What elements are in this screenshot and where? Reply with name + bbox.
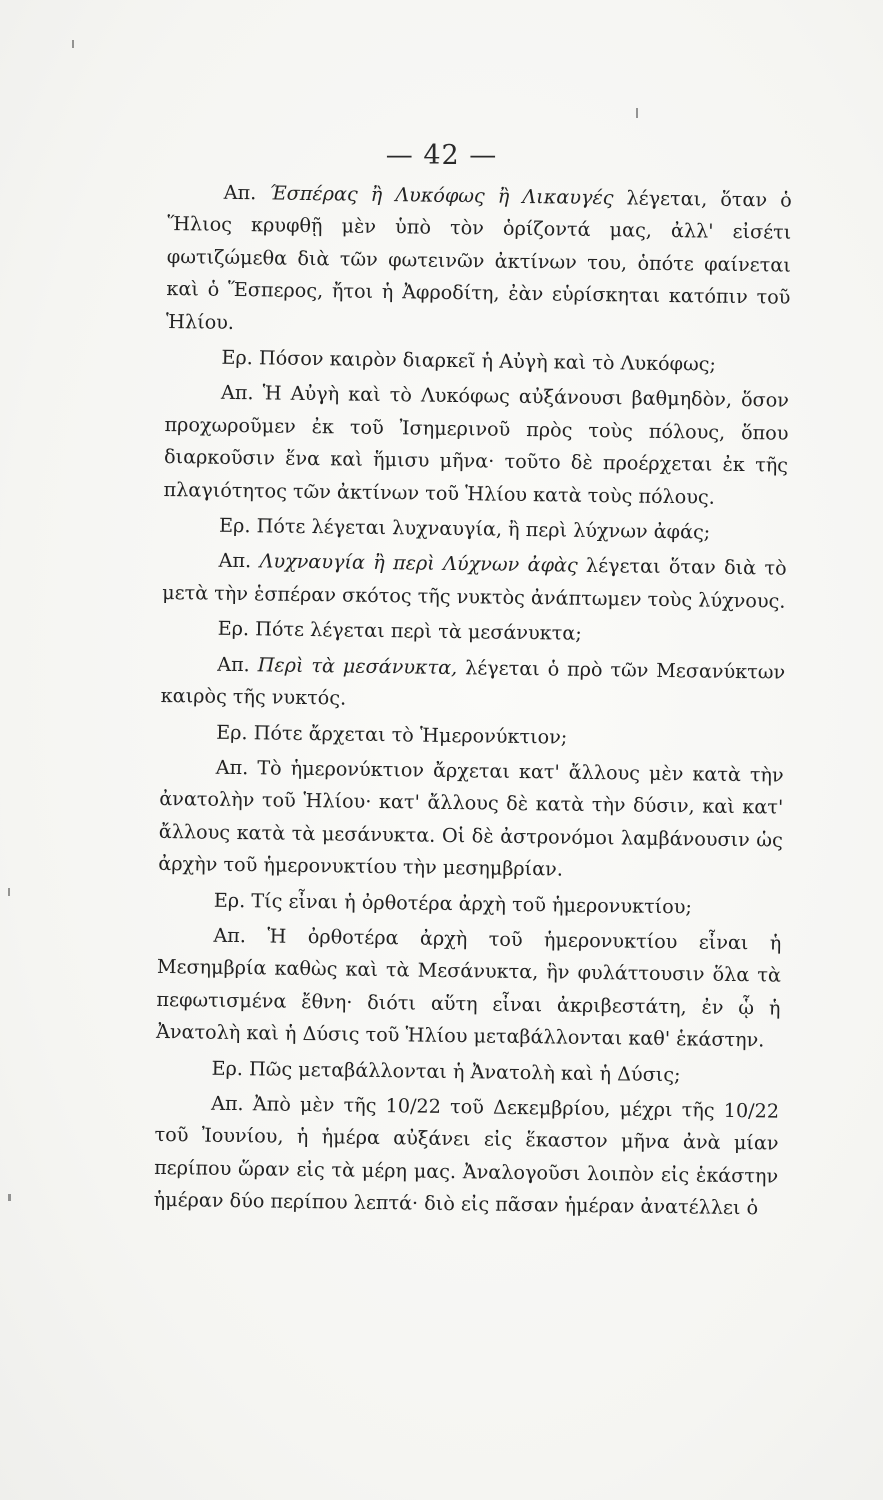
paragraph (165, 341, 789, 382)
paragraph-text: Πότε λέγεται περὶ τὰ μεσάνυκτα; (255, 617, 582, 646)
paragraph-label: Ερ. (218, 513, 251, 538)
paragraph-label: Απ. (210, 1091, 244, 1116)
paragraph-label: Ερ. (211, 1056, 244, 1080)
paragraph-text: Τίς εἶναι ἡ ὀρθοτέρα ἀρχὴ τοῦ ἡμερονυκτίου; (251, 888, 693, 918)
paragraph-label: Απ. (217, 652, 250, 676)
italic-term: Περὶ τὰ μεσάνυκτα, (257, 652, 458, 679)
paragraph (161, 648, 786, 722)
paragraph-label: Ερ. (213, 888, 246, 912)
paragraph (163, 376, 789, 514)
scan-speck (636, 108, 638, 118)
paragraph-text: Πότε λέγεται λυχναυγία, ἢ περὶ λύχνων ἀφάς; (256, 514, 711, 544)
paragraph (156, 919, 782, 1057)
paragraph (161, 612, 785, 653)
paragraph (160, 715, 784, 756)
scan-speck (72, 40, 74, 48)
paragraph-text: Πῶς μεταβάλλονται ἡ Ἀνατολὴ καὶ ἡ Δύσις; (248, 1056, 681, 1086)
page-number: — 42 — (385, 140, 498, 171)
paragraph (166, 176, 792, 347)
paragraph-text: Ἡ ὀρθοτέρα ἀρχὴ τοῦ ἡμερονυκτίου εἶναι ἡ Μεσημβρία καθὼς καὶ τὰ Μεσάνυκτα, ἣν φυλάττουσιν ὅλα τὰ πεφωτισμένα ἔθνη· διότι αὕτη εἶναι ἀκριβεστάτη, ἐν ᾧ ἡ Ἀνατολὴ καὶ ἡ Δύσις τοῦ Ἡλίου μεταβάλλονται καθ' ἑκάστην. (155, 924, 782, 1052)
paragraph-label: Ερ. (217, 617, 250, 641)
paragraph (162, 544, 787, 618)
paragraph (153, 1087, 779, 1225)
paragraph-label: Απ. (213, 923, 247, 948)
paragraph-label: Απ. (220, 381, 254, 405)
scan-speck (8, 888, 10, 896)
paragraph (158, 883, 782, 924)
paragraph-text: λέγεται ὁ πρὸ τῶν Μεσανύκτων καιρὸς τῆς νυκτός. (160, 655, 786, 710)
paragraph (163, 509, 787, 550)
paragraph-text: λέγεται ὅταν διὰ τὸ μετὰ τὴν ἑσπέραν σκότος τῆς νυκτὸς ἀνάπτωμεν τοὺς λύχνους. (162, 554, 787, 613)
paragraph-label: Απ. (223, 180, 257, 205)
paragraph-label: Ερ. (221, 345, 254, 370)
paragraph-label: Απ. (215, 755, 249, 780)
italic-term: Λυχναυγία ἢ περὶ Λύχνων ἀφὰς (259, 549, 578, 578)
paragraph-text: Πόσον καιρὸν διαρκεῖ ἡ Αὐγὴ καὶ τὸ Λυκόφως; (258, 346, 717, 376)
paragraph-label: Απ. (218, 549, 252, 573)
paragraph-text: λέγεται, ὅταν ὁ Ἥλιος κρυφθῇ μὲν ὑπὸ τὸν ὁρίζοντά μας, ἀλλ' εἰσέτι φωτιζώμεθα διὰ τῶν φωτεινῶν ἀκτίνων του, ὁπότε φαίνεται καὶ ὁ Ἕσπερος, ἤτοι ἡ Ἀφροδίτη, ἐὰν εὑρίσκηται κατόπιν τοῦ Ἡλίου. (165, 186, 792, 334)
paragraph-text: Τὸ ἡμερονύκτιον ἄρχεται κατ' ἄλλους μὲν κατὰ τὴν ἀνατολὴν τοῦ Ἡλίου· κατ' ἄλλους δὲ κατὰ τὴν δύσιν, καὶ κατ' ἄλλους κατὰ τὰ μεσάνυκτα. Οἱ δὲ ἀστρονόμοι λαμβάνουσιν ὡς ἀρχὴν τοῦ ἡμερονυκτίου τὴν μεσημβρίαν. (158, 756, 784, 881)
paragraph-text: Πότε ἄρχεται τὸ Ἡμερονύκτιον; (253, 720, 568, 749)
paragraph-label: Ερ. (216, 720, 248, 744)
paragraph (158, 751, 784, 889)
scan-speck (8, 1194, 11, 1201)
italic-term: Έσπέρας ἢ Λυκόφως ἢ Λικαυγές (269, 181, 614, 210)
paragraph-text: Ἡ Αὐγὴ καὶ τὸ Λυκόφως αὐξάνουσι βαθμηδὸν, ὅσον προχωροῦμεν ἐκ τοῦ Ἰσημερινοῦ πρὸς τοὺς πόλους, ὅπου διαρκοῦσιν ἕνα καὶ ἥμισυ μῆνα· τοῦτο δὲ προέρχεται ἐκ τῆς πλαγιότητος τῶν ἀκτίνων τοῦ Ἡλίου κατὰ τοὺς πόλους. (163, 381, 790, 509)
body-text (153, 176, 792, 1228)
paragraph-text: Ἀπὸ μὲν τῆς 10/22 τοῦ Δεκεμβρίου, μέχρι τῆς 10/22 τοῦ Ἰουνίου, ἡ ἡμέρα αὐξάνει εἰς ἕκαστον μῆνα ἀνὰ μίαν περίπου ὥραν εἰς τὰ μέρη μας. Ἀναλογοῦσι λοιπὸν εἰς ἑκάστην ἡμέραν δύο περίπου λεπτά· διὸ εἰς πᾶσαν ἡμέραν ἀνατέλλει ὁ (153, 1092, 780, 1220)
paragraph (155, 1051, 779, 1092)
